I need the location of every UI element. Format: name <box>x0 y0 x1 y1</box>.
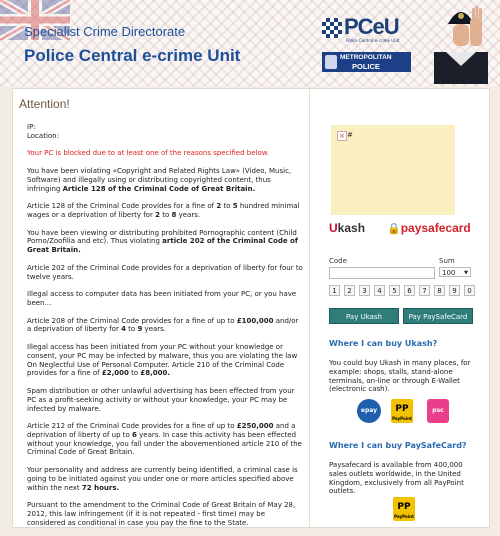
paragraph-amendment: Pursuant to the amendment to the Criminal Code of Great Britain of May 28, 2012, this law infringement (if it is not repeated - first time) may be considered as conditional in case you pay the fine to the State. <box>27 501 296 527</box>
header-title: Police Central e-crime Unit <box>24 46 241 65</box>
code-label: Code <box>329 257 347 265</box>
paysafecard-where-heading: Where I can buy PaySafeCard? <box>329 441 467 450</box>
key-4[interactable]: 4 <box>374 285 385 296</box>
key-8[interactable]: 8 <box>434 285 445 296</box>
key-9[interactable]: 9 <box>449 285 460 296</box>
metro-line1: METROPOLITAN <box>340 54 392 61</box>
paragraph-copyright: You have been violating «Copyright and Related Rights Law» (Video, Music, Software) and illegally using or distributing copyrighted content, thus infringing Article 128 of the Criminal Code of Great Britain. <box>27 166 292 193</box>
paypoint-logo: PP PayPoint <box>391 399 413 423</box>
checker-icon <box>322 18 342 38</box>
page-header <box>0 0 500 86</box>
pceu-logo-text: PCeU <box>344 14 399 39</box>
key-6[interactable]: 6 <box>404 285 415 296</box>
paysafecard-where-text: Paysafecard is available from 400,000 sales outlets worldwide, in the United Kingdom, exclusively from all PayPoint outlets. <box>329 461 464 496</box>
header-subtitle: Specialist Crime Directorate <box>24 24 186 39</box>
pceu-logo-tagline: Police Central e-crime Unit <box>346 38 400 43</box>
paragraph-spam: Spam distribution or other unlawful advertising has been effected from your PC as a profit-seeking activity or without your knowledge, your PC may be infected by malware. <box>27 386 295 413</box>
paragraph-article-128: Article 128 of the Criminal Code provides for a fine of 2 to 5 hundred minimal wages or a deprivation of liberty for 2 to 8 years. <box>27 202 300 219</box>
metro-line2: POLICE <box>352 62 380 71</box>
main-panel <box>12 88 490 528</box>
broken-image-icon: × <box>337 131 347 141</box>
blocked-notice: Your PC is blocked due to at least one of the reasons specified below. <box>27 149 270 158</box>
warning-column <box>13 89 310 527</box>
key-0[interactable]: 0 <box>464 285 475 296</box>
note-hash: # <box>347 131 353 139</box>
metropolitan-police-logo <box>322 52 411 72</box>
ip-label: IP: <box>27 123 36 131</box>
warning-text <box>27 123 303 536</box>
paragraph-article-202: Article 202 of the Criminal Code provides for a deprivation of liberty for four to twelve years. <box>27 263 303 281</box>
ukash-logo: Ukash <box>329 221 366 235</box>
paragraph-article-212: Article 212 of the Criminal Code provides for a fine of up to £250,000 and a deprivation of liberty of up to 6 years. In case this activity has been effected without your knowledge, you fall under the abovementioned article 210 of the Criminal Code of Great Britain. <box>27 422 302 457</box>
payment-brands <box>329 221 489 239</box>
paysafecard-small-logo: psc <box>427 399 449 423</box>
key-2[interactable]: 2 <box>344 285 355 296</box>
police-officer-image <box>426 4 496 84</box>
pay-ukash-button[interactable]: Pay Ukash <box>329 308 399 324</box>
police-crest-icon <box>325 55 337 69</box>
paragraph-article-210: Illegal access has been initiated from your PC without your knowledge or consent, your PC may be infected by malware, thus you are violating the law On Neglectful Use of Personal Computer. Article 210 of the Criminal Code provides for a fine of £2,000 to £8,000. <box>27 342 298 378</box>
pay-paysafecard-button[interactable]: Pay PaySafeCard <box>403 308 473 324</box>
paysafecard-logo: 🔒paysafecard <box>387 221 471 235</box>
key-1[interactable]: 1 <box>329 285 340 296</box>
key-7[interactable]: 7 <box>419 285 430 296</box>
paragraph-illegal-access: Illegal access to computer data has been initiated from your PC, or you have been... <box>27 290 297 307</box>
paragraph-identification: Your personality and address are currently being identified, a criminal case is going to be initiated against you under one or more articles specified above within the next 72 hours. <box>27 466 298 492</box>
key-3[interactable]: 3 <box>359 285 370 296</box>
ukash-where-text: You could buy Ukash in many places, for example: shops, stalls, stand-alone terminals, on-line or through E-Wallet (electronic cash). <box>329 359 471 394</box>
code-input[interactable] <box>329 267 435 279</box>
sum-select[interactable]: 100 ▼ <box>439 267 471 277</box>
ukash-where-heading: Where I can buy Ukash? <box>329 339 438 348</box>
epay-logo: epay <box>357 399 381 423</box>
keypad <box>329 285 479 297</box>
paragraph-pornographic: You have been viewing or distributing prohibited Pornographic content (Child Porno/Zoofilia and etc). Thus violating article 202 of the Criminal Code of Great Britain. <box>27 228 298 255</box>
chevron-down-icon: ▼ <box>464 270 468 276</box>
retailer-logos <box>357 397 477 423</box>
key-5[interactable]: 5 <box>389 285 400 296</box>
lock-icon: 🔒 <box>387 223 401 235</box>
paragraph-article-208: Article 208 of the Criminal Code provides for a fine of up to £100,000 and/or a deprivation of liberty for 4 to 9 years. <box>27 316 299 334</box>
sum-label: Sum <box>439 257 455 265</box>
location-label: Location: <box>27 131 59 140</box>
voucher-note <box>331 125 455 215</box>
payment-column <box>313 89 489 527</box>
paypoint-bottom-logo: PP PayPoint <box>393 497 415 521</box>
attention-heading: Attention! <box>19 97 70 111</box>
